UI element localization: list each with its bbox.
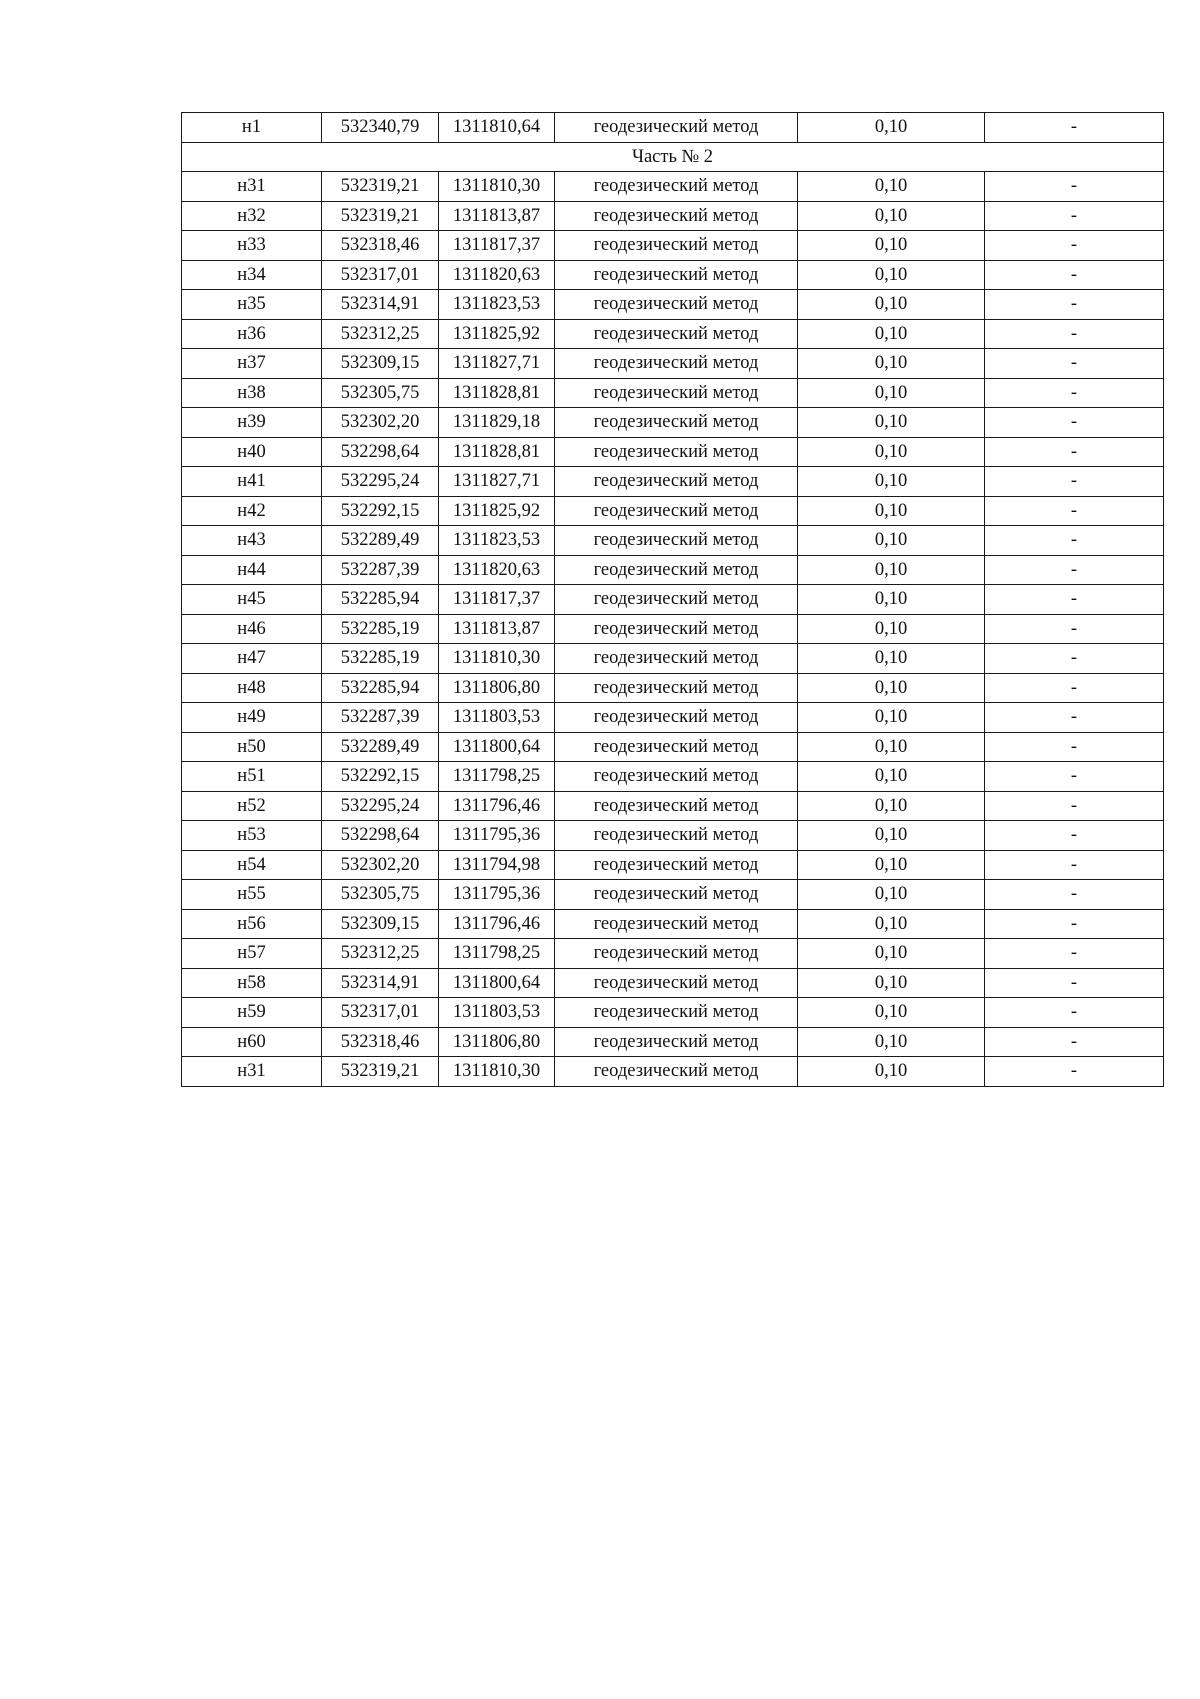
- method-cell: геодезический метод: [555, 644, 798, 674]
- description-cell: -: [985, 172, 1164, 202]
- method-cell: геодезический метод: [555, 349, 798, 379]
- accuracy-cell: 0,10: [798, 467, 985, 497]
- table-row: [182, 732, 1164, 762]
- y-coordinate-cell: 1311800,64: [439, 732, 555, 762]
- x-coordinate-cell: 532317,01: [322, 260, 439, 290]
- table-row: [182, 762, 1164, 792]
- point-name-cell: н31: [182, 1057, 322, 1087]
- x-coordinate-cell: 532305,75: [322, 378, 439, 408]
- point-name-cell: н59: [182, 998, 322, 1028]
- y-coordinate-cell: 1311813,87: [439, 201, 555, 231]
- x-coordinate-cell: 532292,15: [322, 762, 439, 792]
- y-coordinate-cell: 1311810,64: [439, 113, 555, 143]
- point-name-cell: н40: [182, 437, 322, 467]
- method-cell: геодезический метод: [555, 1027, 798, 1057]
- point-name-cell: н44: [182, 555, 322, 585]
- method-cell: геодезический метод: [555, 998, 798, 1028]
- y-coordinate-cell: 1311794,98: [439, 850, 555, 880]
- section-title: Часть № 2: [182, 142, 1164, 172]
- accuracy-cell: 0,10: [798, 880, 985, 910]
- x-coordinate-cell: 532309,15: [322, 909, 439, 939]
- accuracy-cell: 0,10: [798, 349, 985, 379]
- y-coordinate-cell: 1311798,25: [439, 762, 555, 792]
- point-name-cell: н31: [182, 172, 322, 202]
- description-cell: -: [985, 437, 1164, 467]
- method-cell: геодезический метод: [555, 526, 798, 556]
- method-cell: геодезический метод: [555, 437, 798, 467]
- point-name-cell: н55: [182, 880, 322, 910]
- point-name-cell: н51: [182, 762, 322, 792]
- y-coordinate-cell: 1311796,46: [439, 909, 555, 939]
- table-row: [182, 408, 1164, 438]
- point-name-cell: н33: [182, 231, 322, 261]
- method-cell: геодезический метод: [555, 201, 798, 231]
- point-name-cell: н45: [182, 585, 322, 615]
- table-row: [182, 113, 1164, 143]
- table-row: [182, 968, 1164, 998]
- point-name-cell: н56: [182, 909, 322, 939]
- x-coordinate-cell: 532318,46: [322, 231, 439, 261]
- description-cell: -: [985, 467, 1164, 497]
- method-cell: геодезический метод: [555, 555, 798, 585]
- y-coordinate-cell: 1311810,30: [439, 172, 555, 202]
- description-cell: -: [985, 408, 1164, 438]
- description-cell: -: [985, 231, 1164, 261]
- method-cell: геодезический метод: [555, 850, 798, 880]
- point-name-cell: н1: [182, 113, 322, 143]
- y-coordinate-cell: 1311795,36: [439, 821, 555, 851]
- method-cell: геодезический метод: [555, 614, 798, 644]
- table-row: [182, 585, 1164, 615]
- point-name-cell: н46: [182, 614, 322, 644]
- accuracy-cell: 0,10: [798, 172, 985, 202]
- accuracy-cell: 0,10: [798, 673, 985, 703]
- description-cell: -: [985, 349, 1164, 379]
- x-coordinate-cell: 532298,64: [322, 821, 439, 851]
- description-cell: -: [985, 526, 1164, 556]
- table-row: [182, 496, 1164, 526]
- method-cell: геодезический метод: [555, 467, 798, 497]
- x-coordinate-cell: 532314,91: [322, 968, 439, 998]
- method-cell: геодезический метод: [555, 408, 798, 438]
- y-coordinate-cell: 1311829,18: [439, 408, 555, 438]
- table-row: [182, 909, 1164, 939]
- table-row: [182, 201, 1164, 231]
- accuracy-cell: 0,10: [798, 408, 985, 438]
- description-cell: -: [985, 909, 1164, 939]
- y-coordinate-cell: 1311813,87: [439, 614, 555, 644]
- x-coordinate-cell: 532319,21: [322, 172, 439, 202]
- x-coordinate-cell: 532312,25: [322, 939, 439, 969]
- method-cell: геодезический метод: [555, 673, 798, 703]
- y-coordinate-cell: 1311828,81: [439, 378, 555, 408]
- description-cell: -: [985, 762, 1164, 792]
- table-row: [182, 939, 1164, 969]
- x-coordinate-cell: 532295,24: [322, 467, 439, 497]
- accuracy-cell: 0,10: [798, 555, 985, 585]
- x-coordinate-cell: 532285,94: [322, 673, 439, 703]
- x-coordinate-cell: 532287,39: [322, 703, 439, 733]
- accuracy-cell: 0,10: [798, 821, 985, 851]
- table-row: [182, 1027, 1164, 1057]
- description-cell: -: [985, 939, 1164, 969]
- x-coordinate-cell: 532319,21: [322, 1057, 439, 1087]
- accuracy-cell: 0,10: [798, 290, 985, 320]
- point-name-cell: н38: [182, 378, 322, 408]
- method-cell: геодезический метод: [555, 172, 798, 202]
- description-cell: -: [985, 201, 1164, 231]
- table-row: [182, 526, 1164, 556]
- point-name-cell: н37: [182, 349, 322, 379]
- section-header-row: [182, 142, 1164, 172]
- y-coordinate-cell: 1311820,63: [439, 260, 555, 290]
- point-name-cell: н60: [182, 1027, 322, 1057]
- accuracy-cell: 0,10: [798, 850, 985, 880]
- y-coordinate-cell: 1311803,53: [439, 998, 555, 1028]
- x-coordinate-cell: 532317,01: [322, 998, 439, 1028]
- description-cell: -: [985, 1027, 1164, 1057]
- description-cell: -: [985, 614, 1164, 644]
- description-cell: -: [985, 1057, 1164, 1087]
- accuracy-cell: 0,10: [798, 113, 985, 143]
- point-name-cell: н50: [182, 732, 322, 762]
- x-coordinate-cell: 532289,49: [322, 732, 439, 762]
- y-coordinate-cell: 1311806,80: [439, 1027, 555, 1057]
- method-cell: геодезический метод: [555, 585, 798, 615]
- method-cell: геодезический метод: [555, 880, 798, 910]
- description-cell: -: [985, 880, 1164, 910]
- method-cell: геодезический метод: [555, 378, 798, 408]
- description-cell: -: [985, 113, 1164, 143]
- x-coordinate-cell: 532302,20: [322, 408, 439, 438]
- x-coordinate-cell: 532285,19: [322, 644, 439, 674]
- method-cell: геодезический метод: [555, 231, 798, 261]
- y-coordinate-cell: 1311828,81: [439, 437, 555, 467]
- description-cell: -: [985, 791, 1164, 821]
- table-row: [182, 1057, 1164, 1087]
- method-cell: геодезический метод: [555, 791, 798, 821]
- method-cell: геодезический метод: [555, 260, 798, 290]
- description-cell: -: [985, 260, 1164, 290]
- description-cell: -: [985, 998, 1164, 1028]
- point-name-cell: н34: [182, 260, 322, 290]
- y-coordinate-cell: 1311800,64: [439, 968, 555, 998]
- y-coordinate-cell: 1311817,37: [439, 231, 555, 261]
- y-coordinate-cell: 1311823,53: [439, 290, 555, 320]
- table-row: [182, 821, 1164, 851]
- accuracy-cell: 0,10: [798, 791, 985, 821]
- method-cell: геодезический метод: [555, 113, 798, 143]
- accuracy-cell: 0,10: [798, 437, 985, 467]
- table-row: [182, 437, 1164, 467]
- point-name-cell: н57: [182, 939, 322, 969]
- y-coordinate-cell: 1311823,53: [439, 526, 555, 556]
- accuracy-cell: 0,10: [798, 703, 985, 733]
- description-cell: -: [985, 378, 1164, 408]
- accuracy-cell: 0,10: [798, 614, 985, 644]
- method-cell: геодезический метод: [555, 939, 798, 969]
- y-coordinate-cell: 1311827,71: [439, 349, 555, 379]
- table-row: [182, 378, 1164, 408]
- method-cell: геодезический метод: [555, 1057, 798, 1087]
- x-coordinate-cell: 532340,79: [322, 113, 439, 143]
- y-coordinate-cell: 1311825,92: [439, 319, 555, 349]
- point-name-cell: н58: [182, 968, 322, 998]
- accuracy-cell: 0,10: [798, 998, 985, 1028]
- point-name-cell: н52: [182, 791, 322, 821]
- description-cell: -: [985, 555, 1164, 585]
- accuracy-cell: 0,10: [798, 939, 985, 969]
- y-coordinate-cell: 1311798,25: [439, 939, 555, 969]
- accuracy-cell: 0,10: [798, 644, 985, 674]
- y-coordinate-cell: 1311803,53: [439, 703, 555, 733]
- description-cell: -: [985, 732, 1164, 762]
- point-name-cell: н32: [182, 201, 322, 231]
- y-coordinate-cell: 1311806,80: [439, 673, 555, 703]
- accuracy-cell: 0,10: [798, 201, 985, 231]
- table-row: [182, 614, 1164, 644]
- accuracy-cell: 0,10: [798, 319, 985, 349]
- accuracy-cell: 0,10: [798, 732, 985, 762]
- y-coordinate-cell: 1311810,30: [439, 1057, 555, 1087]
- accuracy-cell: 0,10: [798, 968, 985, 998]
- method-cell: геодезический метод: [555, 821, 798, 851]
- accuracy-cell: 0,10: [798, 1057, 985, 1087]
- description-cell: -: [985, 496, 1164, 526]
- description-cell: -: [985, 290, 1164, 320]
- method-cell: геодезический метод: [555, 290, 798, 320]
- table-row: [182, 644, 1164, 674]
- accuracy-cell: 0,10: [798, 231, 985, 261]
- table-row: [182, 555, 1164, 585]
- accuracy-cell: 0,10: [798, 762, 985, 792]
- table-row: [182, 791, 1164, 821]
- coordinates-table: [181, 112, 1164, 1087]
- x-coordinate-cell: 532292,15: [322, 496, 439, 526]
- x-coordinate-cell: 532309,15: [322, 349, 439, 379]
- table-row: [182, 998, 1164, 1028]
- point-name-cell: н47: [182, 644, 322, 674]
- accuracy-cell: 0,10: [798, 909, 985, 939]
- x-coordinate-cell: 532314,91: [322, 290, 439, 320]
- point-name-cell: н41: [182, 467, 322, 497]
- x-coordinate-cell: 532312,25: [322, 319, 439, 349]
- table-row: [182, 231, 1164, 261]
- x-coordinate-cell: 532298,64: [322, 437, 439, 467]
- table-row: [182, 880, 1164, 910]
- description-cell: -: [985, 821, 1164, 851]
- description-cell: -: [985, 673, 1164, 703]
- method-cell: геодезический метод: [555, 703, 798, 733]
- x-coordinate-cell: 532318,46: [322, 1027, 439, 1057]
- y-coordinate-cell: 1311820,63: [439, 555, 555, 585]
- y-coordinate-cell: 1311817,37: [439, 585, 555, 615]
- table-row: [182, 290, 1164, 320]
- x-coordinate-cell: 532319,21: [322, 201, 439, 231]
- accuracy-cell: 0,10: [798, 526, 985, 556]
- accuracy-cell: 0,10: [798, 1027, 985, 1057]
- accuracy-cell: 0,10: [798, 585, 985, 615]
- point-name-cell: н54: [182, 850, 322, 880]
- point-name-cell: н39: [182, 408, 322, 438]
- method-cell: геодезический метод: [555, 496, 798, 526]
- method-cell: геодезический метод: [555, 732, 798, 762]
- accuracy-cell: 0,10: [798, 496, 985, 526]
- x-coordinate-cell: 532295,24: [322, 791, 439, 821]
- point-name-cell: н53: [182, 821, 322, 851]
- table-row: [182, 172, 1164, 202]
- x-coordinate-cell: 532285,19: [322, 614, 439, 644]
- method-cell: геодезический метод: [555, 968, 798, 998]
- point-name-cell: н43: [182, 526, 322, 556]
- accuracy-cell: 0,10: [798, 260, 985, 290]
- method-cell: геодезический метод: [555, 909, 798, 939]
- y-coordinate-cell: 1311795,36: [439, 880, 555, 910]
- point-name-cell: н36: [182, 319, 322, 349]
- point-name-cell: н35: [182, 290, 322, 320]
- table-row: [182, 260, 1164, 290]
- description-cell: -: [985, 968, 1164, 998]
- x-coordinate-cell: 532287,39: [322, 555, 439, 585]
- x-coordinate-cell: 532305,75: [322, 880, 439, 910]
- table-row: [182, 703, 1164, 733]
- accuracy-cell: 0,10: [798, 378, 985, 408]
- table-row: [182, 349, 1164, 379]
- point-name-cell: н48: [182, 673, 322, 703]
- y-coordinate-cell: 1311825,92: [439, 496, 555, 526]
- method-cell: геодезический метод: [555, 319, 798, 349]
- y-coordinate-cell: 1311810,30: [439, 644, 555, 674]
- method-cell: геодезический метод: [555, 762, 798, 792]
- description-cell: -: [985, 703, 1164, 733]
- description-cell: -: [985, 585, 1164, 615]
- x-coordinate-cell: 532285,94: [322, 585, 439, 615]
- description-cell: -: [985, 850, 1164, 880]
- y-coordinate-cell: 1311796,46: [439, 791, 555, 821]
- point-name-cell: н49: [182, 703, 322, 733]
- table-row: [182, 319, 1164, 349]
- description-cell: -: [985, 319, 1164, 349]
- description-cell: -: [985, 644, 1164, 674]
- table-row: [182, 467, 1164, 497]
- x-coordinate-cell: 532302,20: [322, 850, 439, 880]
- coordinates-table-body: [182, 113, 1164, 1087]
- table-row: [182, 673, 1164, 703]
- point-name-cell: н42: [182, 496, 322, 526]
- table-row: [182, 850, 1164, 880]
- x-coordinate-cell: 532289,49: [322, 526, 439, 556]
- y-coordinate-cell: 1311827,71: [439, 467, 555, 497]
